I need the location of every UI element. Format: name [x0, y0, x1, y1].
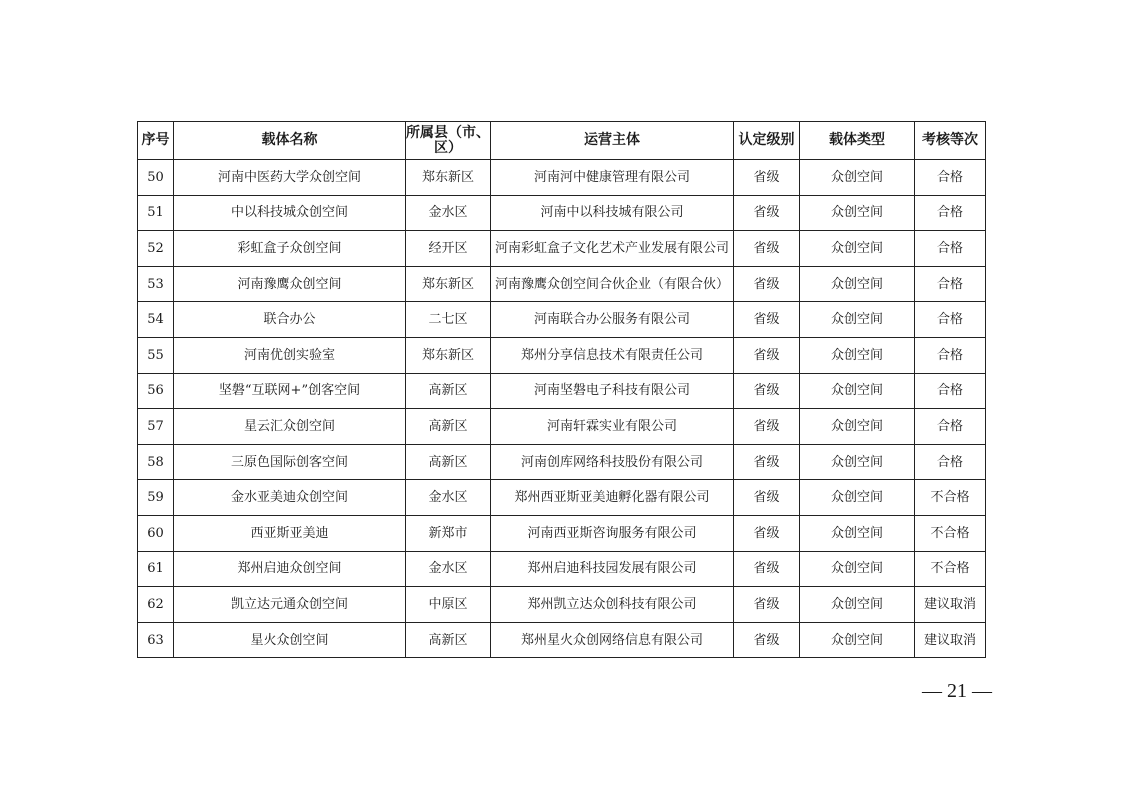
cell-carrier-type: 众创空间 [800, 444, 915, 480]
cell-carrier-name: 河南中医药大学众创空间 [174, 160, 406, 196]
column-header-operator: 运营主体 [491, 122, 734, 160]
cell-index: 60 [138, 515, 174, 551]
cell-county: 高新区 [406, 409, 491, 445]
cell-index: 63 [138, 622, 174, 658]
cell-index: 53 [138, 266, 174, 302]
cell-level: 省级 [734, 515, 800, 551]
cell-carrier-type: 众创空间 [800, 622, 915, 658]
cell-county: 金水区 [406, 195, 491, 231]
cell-grade: 合格 [915, 373, 986, 409]
cell-index: 62 [138, 587, 174, 623]
cell-index: 51 [138, 195, 174, 231]
cell-grade: 合格 [915, 302, 986, 338]
table-row [138, 587, 986, 623]
cell-carrier-name: 中以科技城众创空间 [174, 195, 406, 231]
cell-level: 省级 [734, 160, 800, 196]
cell-carrier-type: 众创空间 [800, 231, 915, 267]
column-header-level: 认定级别 [734, 122, 800, 160]
cell-county: 郑东新区 [406, 160, 491, 196]
cell-grade: 建议取消 [915, 622, 986, 658]
cell-level: 省级 [734, 551, 800, 587]
table-header-row [138, 122, 986, 160]
cell-index: 54 [138, 302, 174, 338]
cell-carrier-name: 坚磐“互联网+”创客空间 [174, 373, 406, 409]
cell-level: 省级 [734, 480, 800, 516]
cell-county: 郑东新区 [406, 266, 491, 302]
cell-operator: 河南联合办公服务有限公司 [491, 302, 734, 338]
cell-carrier-type: 众创空间 [800, 587, 915, 623]
page-number: — 21 — [922, 680, 992, 702]
cell-level: 省级 [734, 622, 800, 658]
cell-operator: 河南坚磐电子科技有限公司 [491, 373, 734, 409]
cell-carrier-name: 河南优创实验室 [174, 337, 406, 373]
cell-operator: 河南豫鹰众创空间合伙企业（有限合伙） [491, 266, 734, 302]
cell-carrier-type: 众创空间 [800, 480, 915, 516]
table-row [138, 515, 986, 551]
table-row [138, 337, 986, 373]
cell-carrier-name: 金水亚美迪众创空间 [174, 480, 406, 516]
cell-index: 59 [138, 480, 174, 516]
cell-level: 省级 [734, 373, 800, 409]
cell-carrier-type: 众创空间 [800, 160, 915, 196]
table-row [138, 409, 986, 445]
table-row [138, 622, 986, 658]
cell-county: 二七区 [406, 302, 491, 338]
cell-carrier-name: 凯立达元通众创空间 [174, 587, 406, 623]
table-row [138, 195, 986, 231]
cell-carrier-name: 三原色国际创客空间 [174, 444, 406, 480]
cell-index: 58 [138, 444, 174, 480]
cell-index: 55 [138, 337, 174, 373]
cell-carrier-name: 星云汇众创空间 [174, 409, 406, 445]
cell-operator: 郑州星火众创网络信息有限公司 [491, 622, 734, 658]
cell-carrier-name: 彩虹盒子众创空间 [174, 231, 406, 267]
cell-carrier-name: 联合办公 [174, 302, 406, 338]
cell-grade: 建议取消 [915, 587, 986, 623]
cell-operator: 郑州启迪科技园发展有限公司 [491, 551, 734, 587]
column-header-index: 序号 [138, 122, 174, 160]
cell-level: 省级 [734, 302, 800, 338]
cell-grade: 不合格 [915, 515, 986, 551]
cell-county: 郑东新区 [406, 337, 491, 373]
cell-county: 金水区 [406, 551, 491, 587]
cell-grade: 合格 [915, 266, 986, 302]
column-header-carrier-name: 载体名称 [174, 122, 406, 160]
cell-index: 56 [138, 373, 174, 409]
cell-carrier-type: 众创空间 [800, 551, 915, 587]
cell-operator: 河南轩霖实业有限公司 [491, 409, 734, 445]
table-row [138, 551, 986, 587]
column-header-grade: 考核等次 [915, 122, 986, 160]
cell-operator: 郑州凯立达众创科技有限公司 [491, 587, 734, 623]
cell-county: 经开区 [406, 231, 491, 267]
cell-index: 61 [138, 551, 174, 587]
carrier-assessment-table [137, 121, 986, 658]
table-row [138, 160, 986, 196]
cell-index: 57 [138, 409, 174, 445]
cell-grade: 合格 [915, 160, 986, 196]
cell-carrier-type: 众创空间 [800, 409, 915, 445]
cell-county: 新郑市 [406, 515, 491, 551]
cell-operator: 河南西亚斯咨询服务有限公司 [491, 515, 734, 551]
cell-carrier-type: 众创空间 [800, 266, 915, 302]
cell-level: 省级 [734, 231, 800, 267]
cell-carrier-type: 众创空间 [800, 515, 915, 551]
cell-index: 50 [138, 160, 174, 196]
cell-operator: 河南创库网络科技股份有限公司 [491, 444, 734, 480]
cell-carrier-name: 郑州启迪众创空间 [174, 551, 406, 587]
table-row [138, 444, 986, 480]
cell-level: 省级 [734, 587, 800, 623]
cell-operator: 郑州分享信息技术有限责任公司 [491, 337, 734, 373]
cell-index: 52 [138, 231, 174, 267]
cell-level: 省级 [734, 266, 800, 302]
cell-carrier-name: 西亚斯亚美迪 [174, 515, 406, 551]
cell-carrier-name: 星火众创空间 [174, 622, 406, 658]
cell-carrier-type: 众创空间 [800, 302, 915, 338]
cell-level: 省级 [734, 195, 800, 231]
cell-county: 高新区 [406, 622, 491, 658]
cell-level: 省级 [734, 409, 800, 445]
cell-county: 金水区 [406, 480, 491, 516]
cell-level: 省级 [734, 337, 800, 373]
column-header-county: 所属县（市、区） [406, 122, 491, 160]
cell-operator: 河南河中健康管理有限公司 [491, 160, 734, 196]
cell-carrier-name: 河南豫鹰众创空间 [174, 266, 406, 302]
cell-grade: 合格 [915, 231, 986, 267]
cell-operator: 河南彩虹盒子文化艺术产业发展有限公司 [491, 231, 734, 267]
table-row [138, 302, 986, 338]
cell-grade: 不合格 [915, 480, 986, 516]
cell-county: 中原区 [406, 587, 491, 623]
table-row [138, 266, 986, 302]
cell-grade: 合格 [915, 444, 986, 480]
cell-carrier-type: 众创空间 [800, 373, 915, 409]
cell-grade: 不合格 [915, 551, 986, 587]
cell-grade: 合格 [915, 337, 986, 373]
column-header-carrier-type: 载体类型 [800, 122, 915, 160]
cell-operator: 河南中以科技城有限公司 [491, 195, 734, 231]
table-row [138, 373, 986, 409]
cell-county: 高新区 [406, 444, 491, 480]
cell-grade: 合格 [915, 195, 986, 231]
cell-carrier-type: 众创空间 [800, 337, 915, 373]
cell-level: 省级 [734, 444, 800, 480]
cell-county: 高新区 [406, 373, 491, 409]
cell-grade: 合格 [915, 409, 986, 445]
cell-carrier-type: 众创空间 [800, 195, 915, 231]
table-body [138, 160, 986, 658]
table-row [138, 231, 986, 267]
table-row [138, 480, 986, 516]
cell-operator: 郑州西亚斯亚美迪孵化器有限公司 [491, 480, 734, 516]
